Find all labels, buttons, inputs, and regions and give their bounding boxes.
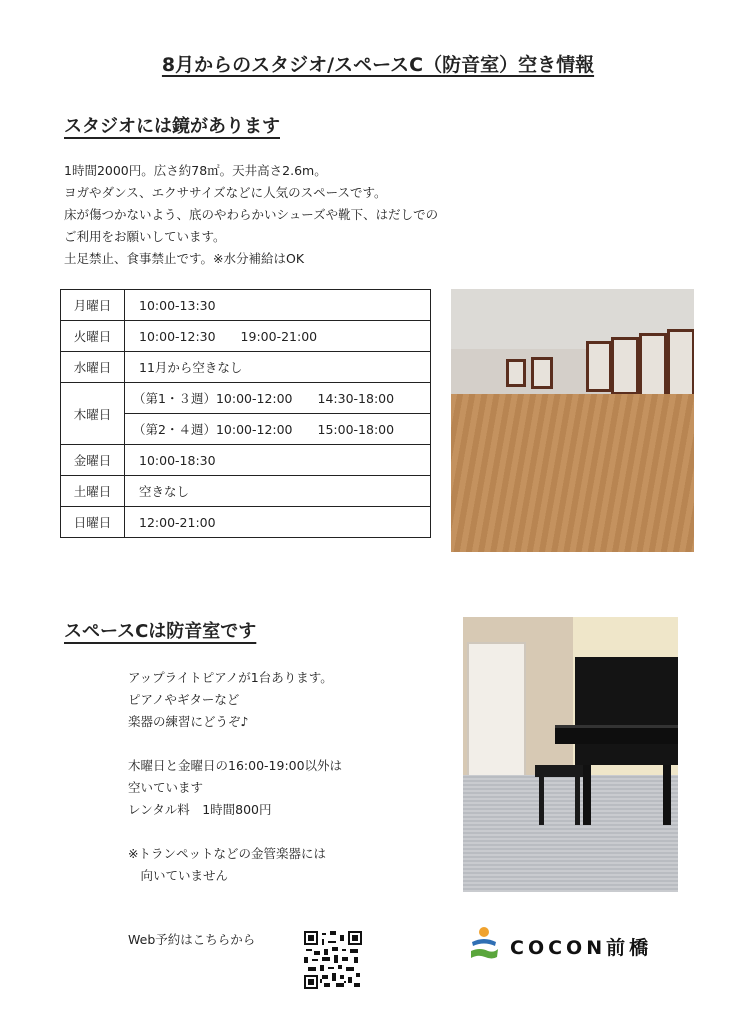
piano-keyboard [555, 725, 678, 744]
studio-photo [451, 289, 694, 552]
studio-line: 1時間2000円。広さ約78㎡。天井高さ2.6m。 [64, 163, 327, 178]
studio-window [611, 337, 639, 395]
spacec-heading: スペースCは防音室です [64, 621, 257, 642]
qr-code-icon[interactable] [304, 931, 362, 989]
studio-heading: スタジオには鏡があります [64, 116, 280, 137]
table-row [61, 476, 431, 507]
time-cell: （第2・４週）10:00-12:00 15:00-18:00 [125, 414, 431, 445]
table-row [61, 352, 431, 383]
studio-line: ヨガやダンス、エクササイズなどに人気のスペースです。 [64, 185, 387, 200]
bench-leg [575, 777, 580, 825]
spacec-line: 空いています [128, 780, 204, 795]
studio-window [667, 329, 694, 399]
spacec-line: アップライトピアノが1台あります。 [128, 670, 333, 685]
studio-line: ご利用をお願いしています。 [64, 229, 226, 244]
spacec-line: 木曜日と金曜日の16:00-19:00以外は [128, 758, 343, 773]
spacec-line [128, 733, 342, 755]
day-cell: 日曜日 [61, 507, 125, 538]
piano-bench [535, 765, 583, 777]
studio-floor [451, 394, 694, 552]
time-cell: 10:00-18:30 [125, 445, 431, 476]
time-cell: 10:00-13:30 [125, 290, 431, 321]
studio-window [531, 357, 553, 389]
spacec-description [128, 667, 342, 887]
logo-text: COCON前橋 [510, 937, 653, 959]
day-cell: 月曜日 [61, 290, 125, 321]
day-cell: 水曜日 [61, 352, 125, 383]
carpet [463, 775, 678, 892]
studio-line: 土足禁止、食事禁止です。※水分補給はOK [64, 251, 305, 266]
spacec-line: 向いていません [128, 868, 229, 883]
time-cell: （第1・３週）10:00-12:00 14:30-18:00 [125, 383, 431, 414]
day-cell: 木曜日 [61, 383, 125, 445]
studio-window [586, 341, 612, 392]
web-reservation-text: Web予約はこちらから [128, 932, 256, 947]
studio-line: 床が傷つかないよう、底のやわらかいシューズや靴下、はだしでの [64, 207, 439, 222]
table-row [61, 445, 431, 476]
piano-leg [663, 765, 671, 825]
studio-window [639, 333, 667, 397]
spacec-line: 楽器の練習にどうぞ♪ [128, 714, 249, 729]
spacec-line: レンタル料 1時間800円 [128, 802, 272, 817]
time-cell: 空きなし [125, 476, 431, 507]
studio-window [506, 359, 526, 387]
studio-schedule-table [60, 289, 431, 538]
day-cell: 土曜日 [61, 476, 125, 507]
table-row [61, 383, 431, 414]
spacec-line: ※トランペットなどの金管楽器には [128, 846, 326, 861]
table-row [61, 507, 431, 538]
door [467, 642, 526, 781]
time-cell: 11月から空きなし [125, 352, 431, 383]
day-cell: 火曜日 [61, 321, 125, 352]
piano-body [575, 657, 678, 765]
table-row [61, 321, 431, 352]
table-row [61, 290, 431, 321]
page-title: 8月からのスタジオ/スペースC（防音室）空き情報 [161, 54, 595, 76]
spacec-line: ピアノやギターなど [128, 692, 240, 707]
bench-leg [539, 777, 544, 825]
time-cell: 10:00-12:30 19:00-21:00 [125, 321, 431, 352]
piano-photo [463, 617, 678, 892]
spacec-line [128, 821, 342, 843]
time-cell: 12:00-21:00 [125, 507, 431, 538]
studio-description [64, 160, 438, 270]
day-cell: 金曜日 [61, 445, 125, 476]
piano-leg [583, 765, 591, 825]
